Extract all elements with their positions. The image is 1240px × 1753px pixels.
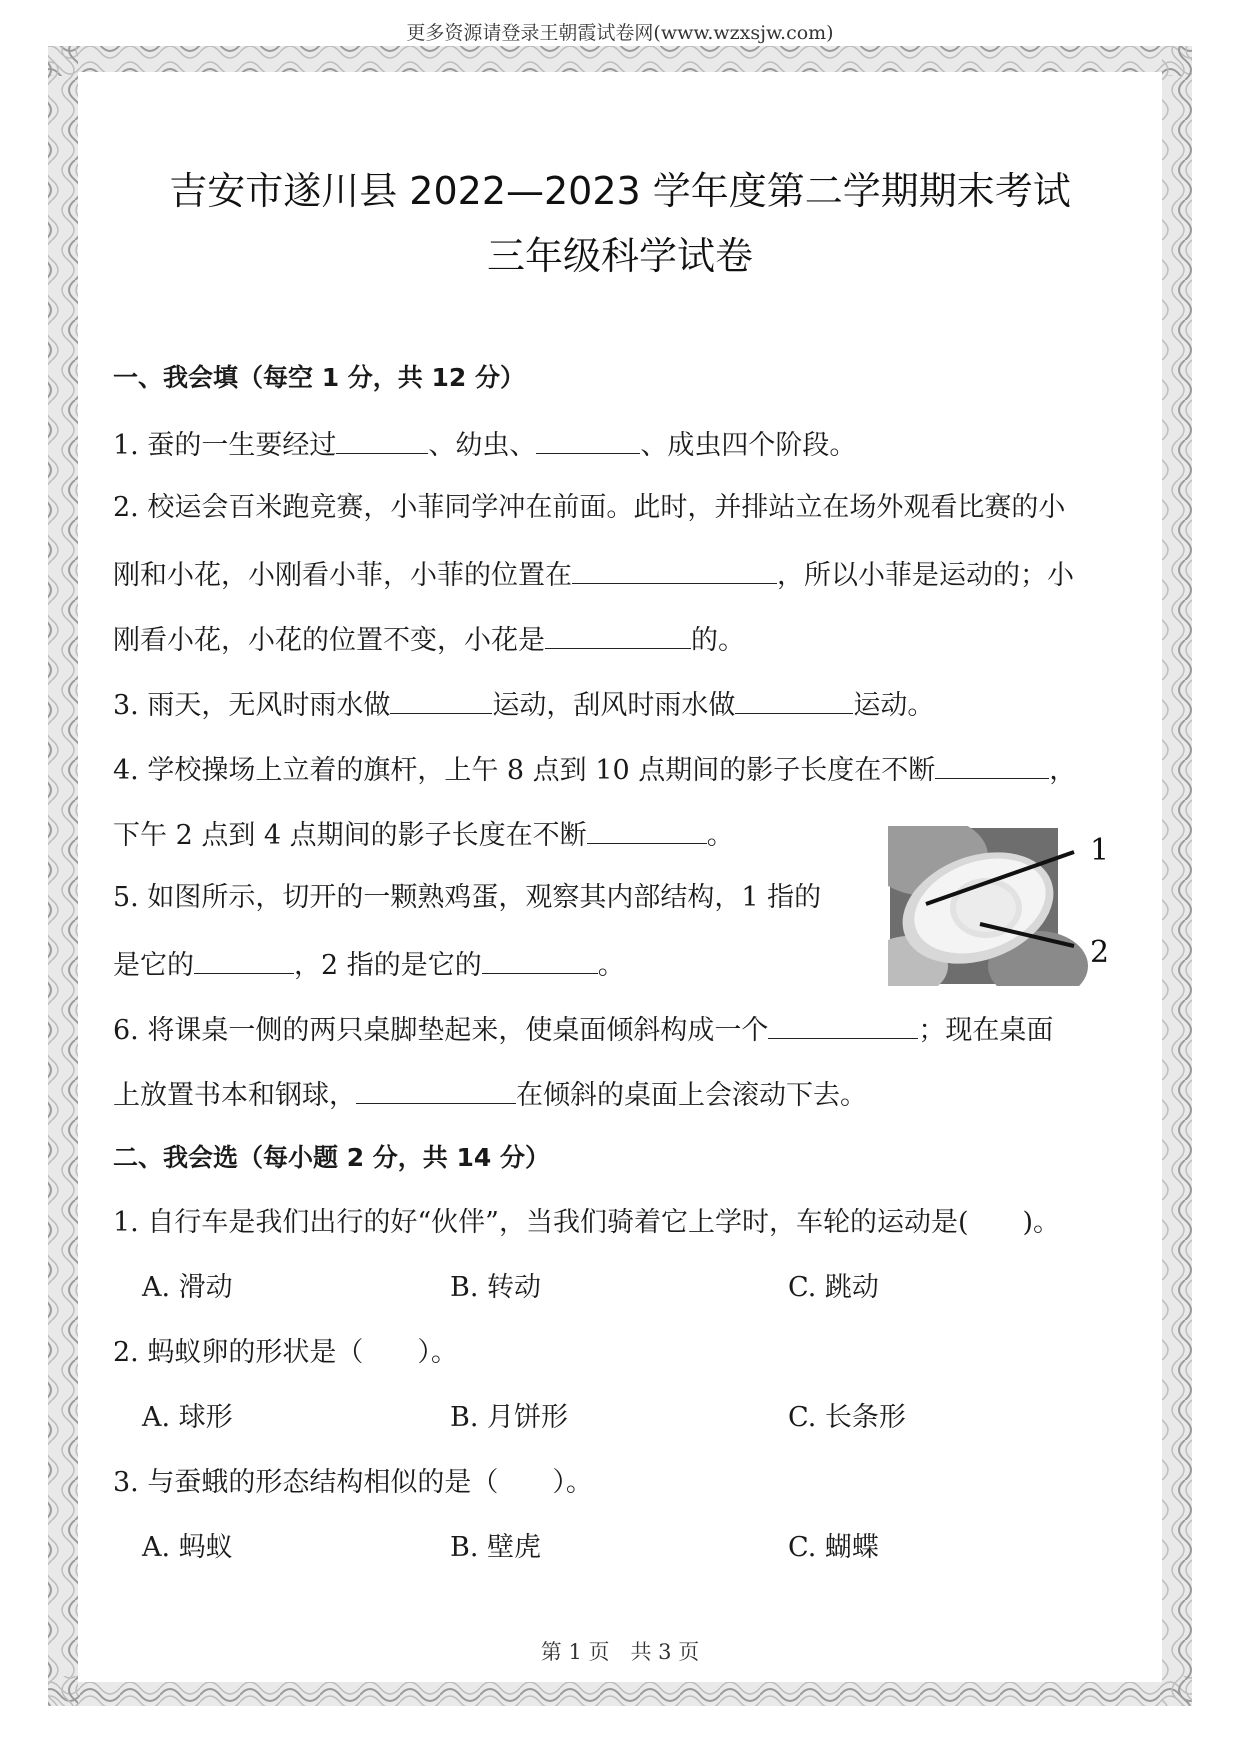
answer-blank[interactable] <box>194 945 294 974</box>
q1-text-c: 、成虫四个阶段。 <box>640 430 857 461</box>
q6-text-d: 在倾斜的桌面上会滚动下去。 <box>516 1080 867 1111</box>
q3-text-c: 运动。 <box>853 690 935 721</box>
q1-text-b: 、幼虫、 <box>428 430 537 461</box>
boiled-egg-figure <box>888 826 1114 986</box>
question-1-2-line1: 2. 校运会百米跑竞赛，小菲同学冲在前面。此时，并排站立在场外观看比赛的小 <box>113 492 1066 523</box>
question-1-2-line3 <box>113 620 745 659</box>
option-c[interactable]: C. 长条形 <box>788 1402 906 1433</box>
question-1-6-line1 <box>113 1010 1053 1049</box>
option-a[interactable]: A. 球形 <box>142 1402 233 1433</box>
answer-blank[interactable] <box>768 1010 918 1039</box>
question-1-2-line2 <box>113 555 1074 594</box>
q4-text-d: 。 <box>706 820 734 851</box>
question-1-4-line2 <box>113 815 734 854</box>
q4-text-c: 下午 2 点到 4 点期间的影子长度在不断 <box>113 820 587 851</box>
q2-text-c: 刚看小花，小花的位置不变，小花是 <box>113 625 545 656</box>
header-note: 更多资源请登录王朝霞试卷网(www.wzxsjw.com) <box>406 22 834 44</box>
choice-question-2: 2. 蚂蚁卵的形状是（ ）。 <box>113 1337 458 1368</box>
q3-text-a: 3. 雨天，无风时雨水做 <box>113 690 391 721</box>
option-b[interactable]: B. 壁虎 <box>450 1532 542 1563</box>
question-1-3 <box>113 685 934 724</box>
answer-blank[interactable] <box>482 945 598 974</box>
answer-blank[interactable] <box>390 685 492 714</box>
page-number: 第 1 页 共 3 页 <box>540 1640 700 1664</box>
section1-heading: 一、我会填（每空 1 分，共 12 分） <box>113 363 526 392</box>
exam-subtitle: 三年级科学试卷 <box>486 234 753 278</box>
answer-blank[interactable] <box>587 815 707 844</box>
option-a[interactable]: A. 蚂蚁 <box>142 1532 233 1563</box>
question-1-1 <box>113 425 856 464</box>
choice-question-1: 1. 自行车是我们出行的好“伙伴”，当我们骑着它上学时，车轮的运动是( )。 <box>113 1207 1061 1238</box>
q5-text-c: 。 <box>597 950 625 981</box>
answer-blank[interactable] <box>545 620 691 649</box>
question-1-5-line1: 5. 如图所示，切开的一颗熟鸡蛋，观察其内部结构，1 指的 <box>113 882 822 913</box>
egg-label-2: 2 <box>1090 935 1110 970</box>
option-c[interactable]: C. 蝴蝶 <box>788 1532 879 1563</box>
q6-text-a: 6. 将课桌一侧的两只桌脚垫起来，使桌面倾斜构成一个 <box>113 1015 769 1046</box>
option-b[interactable]: B. 月饼形 <box>450 1402 569 1433</box>
q5-text-a: 是它的 <box>113 950 194 981</box>
question-1-5-line2 <box>113 945 625 984</box>
answer-blank[interactable] <box>536 425 640 454</box>
answer-blank[interactable] <box>356 1075 516 1104</box>
egg-label-1: 1 <box>1090 833 1110 868</box>
question-1-6-line2 <box>113 1075 867 1114</box>
answer-blank[interactable] <box>735 685 853 714</box>
q6-text-b: ；现在桌面 <box>918 1015 1054 1046</box>
answer-blank[interactable] <box>336 425 428 454</box>
q2-text-d: 的。 <box>691 625 745 656</box>
section2-heading: 二、我会选（每小题 2 分，共 14 分） <box>113 1143 551 1172</box>
option-a[interactable]: A. 滑动 <box>142 1272 233 1303</box>
q4-text-a: 4. 学校操场上立着的旗杆，上午 8 点到 10 点期间的影子长度在不断 <box>113 755 936 786</box>
q6-text-c: 上放置书本和钢球， <box>113 1080 356 1111</box>
q3-text-b: 运动，刮风时雨水做 <box>492 690 736 721</box>
choice-question-3: 3. 与蚕蛾的形态结构相似的是（ ）。 <box>113 1467 593 1498</box>
question-1-4-line1 <box>113 750 1076 789</box>
answer-blank[interactable] <box>572 555 777 584</box>
option-c[interactable]: C. 跳动 <box>788 1272 879 1303</box>
option-b[interactable]: B. 转动 <box>450 1272 542 1303</box>
answer-blank[interactable] <box>935 750 1049 779</box>
exam-title: 吉安市遂川县 2022—2023 学年度第二学期期末考试 <box>169 169 1071 213</box>
q5-text-b: ，2 指的是它的 <box>294 950 482 981</box>
q1-text-a: 1. 蚕的一生要经过 <box>113 430 337 461</box>
q4-text-b: ， <box>1049 755 1077 786</box>
q2-text-b: ，所以小菲是运动的；小 <box>777 560 1074 591</box>
q2-text-a: 刚和小花，小刚看小菲，小菲的位置在 <box>113 560 572 591</box>
